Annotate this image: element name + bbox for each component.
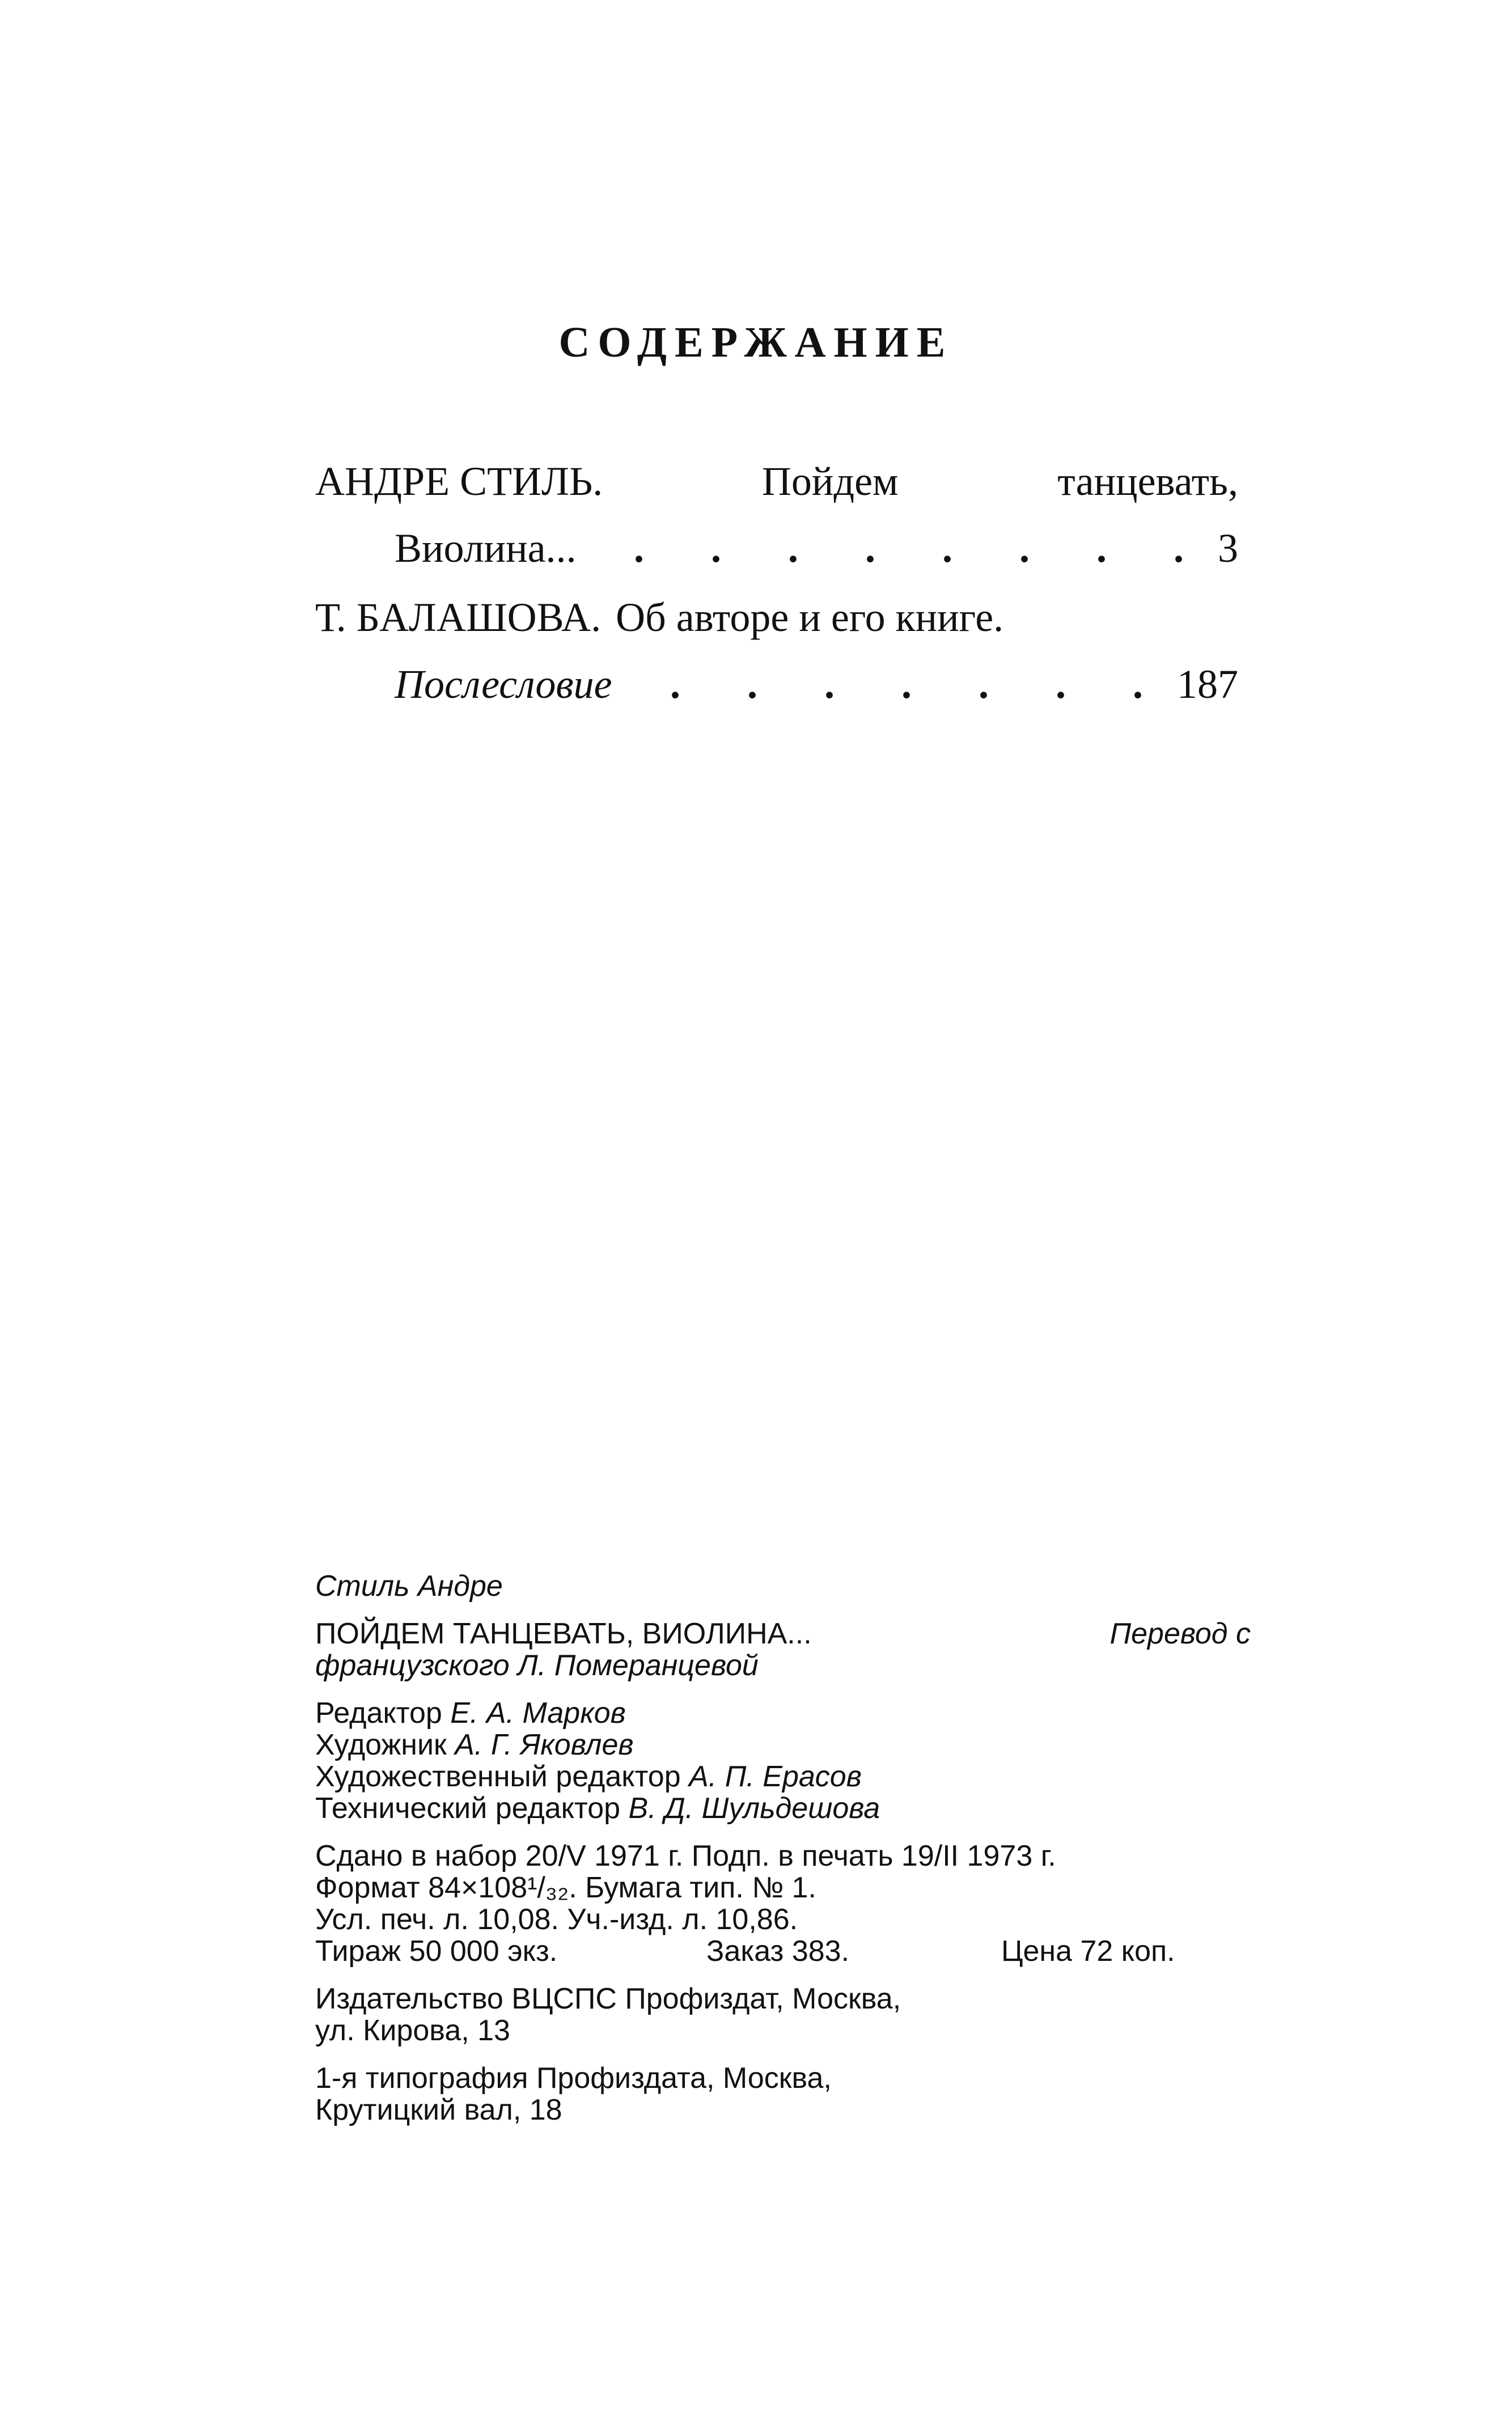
imprint-title: ПОЙДЕМ ТАНЦЕВАТЬ, ВИОЛИНА... bbox=[315, 1617, 812, 1650]
staff-name: В. Д. Шульдешова bbox=[628, 1792, 880, 1825]
toc-entry-heading bbox=[315, 584, 1238, 651]
staff-name: А. Г. Яковлев bbox=[455, 1728, 634, 1761]
order-number: Заказ 383. bbox=[706, 1935, 850, 1968]
toc-entry bbox=[315, 448, 1238, 582]
imprint-tech-line: Формат 84×108¹/₃₂. Бумага тип. № 1. bbox=[315, 1871, 816, 1904]
toc-entry-heading bbox=[315, 448, 1238, 515]
toc-entry-title-part: Пойдем bbox=[761, 459, 899, 504]
imprint-printer-block bbox=[315, 2062, 1251, 2126]
imprint-staff-line bbox=[315, 1793, 1251, 1824]
imprint-translator: французского Л. Померанцевой bbox=[315, 1649, 759, 1682]
imprint-staff-line bbox=[315, 1761, 1251, 1793]
toc-entry-title-end: Послесловие bbox=[395, 662, 612, 707]
dot-leader: . . . . . . . . bbox=[634, 526, 1212, 571]
toc-entry-author: Т. БАЛАШОВА. bbox=[315, 595, 602, 640]
imprint-publisher-address: ул. Кирова, 13 bbox=[315, 2014, 510, 2047]
imprint-printer: 1-я типография Профиздата, Москва, bbox=[315, 2062, 832, 2095]
toc-page-number: 187 bbox=[1177, 662, 1238, 707]
toc-entry-title-part: танцевать, bbox=[1057, 459, 1238, 504]
toc-page-number: 3 bbox=[1218, 526, 1238, 571]
price: Цена 72 коп. bbox=[1001, 1935, 1175, 1968]
staff-role: Редактор bbox=[315, 1697, 442, 1730]
imprint-printer-address: Крутицкий вал, 18 bbox=[315, 2094, 562, 2126]
imprint-staff-line bbox=[315, 1729, 1251, 1761]
staff-role: Технический редактор bbox=[315, 1792, 621, 1825]
staff-name: Е. А. Марков bbox=[450, 1697, 626, 1730]
imprint-translation: Перевод с bbox=[1109, 1617, 1251, 1650]
imprint-technical-block bbox=[315, 1840, 1251, 1967]
imprint-author: Стиль Андре bbox=[315, 1570, 503, 1603]
imprint-author-block bbox=[315, 1570, 1251, 1602]
imprint-publisher: Издательство ВЦСПС Профиздат, Москва, bbox=[315, 1982, 901, 2015]
imprint-tech-line: Усл. печ. л. 10,08. Уч.-изд. л. 10,86. bbox=[315, 1903, 798, 1936]
staff-name: А. П. Ерасов bbox=[689, 1760, 862, 1793]
imprint-title-line bbox=[315, 1618, 1251, 1650]
staff-role: Художник bbox=[315, 1728, 447, 1761]
imprint bbox=[315, 1570, 1251, 2142]
print-run: Тираж 50 000 экз. bbox=[315, 1935, 558, 1968]
imprint-publisher-block bbox=[315, 1983, 1251, 2046]
contents-heading: СОДЕРЖАНИЕ bbox=[558, 319, 954, 366]
imprint-tech-line bbox=[315, 1935, 1251, 1967]
toc-entry bbox=[315, 584, 1238, 718]
imprint-tech-line: Сдано в набор 20/V 1971 г. Подп. в печать 19/II 1973 г. bbox=[315, 1840, 1056, 1872]
imprint-title-block bbox=[315, 1618, 1251, 1681]
toc-entry-title-end: Виолина... bbox=[395, 526, 577, 571]
toc-entry-title-part: Об авторе и его книге. bbox=[616, 595, 1004, 640]
imprint-staff-line bbox=[315, 1697, 1251, 1729]
staff-role: Художественный редактор bbox=[315, 1760, 681, 1793]
toc-entry-continuation bbox=[315, 515, 1238, 582]
imprint-staff-block bbox=[315, 1697, 1251, 1824]
toc-entry-continuation bbox=[315, 651, 1238, 718]
dot-leader: . . . . . . . bbox=[670, 662, 1171, 707]
toc-entry-author: АНДРЕ СТИЛЬ. bbox=[315, 459, 603, 504]
